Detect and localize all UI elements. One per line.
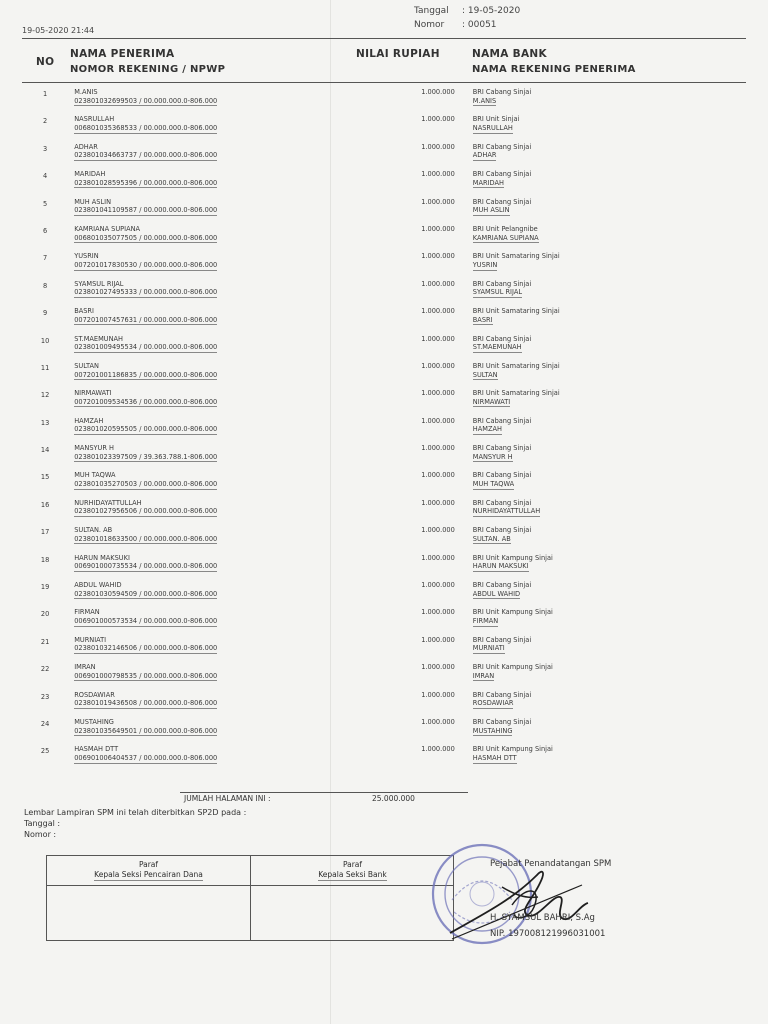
bank-cell [467, 280, 724, 307]
amount-cell: 1.000.000 [421, 471, 455, 480]
bank-name: BRI Unit Samataring Sinjai [472, 389, 560, 398]
bank-name: BRI Unit Samataring Sinjai [472, 307, 560, 316]
recipient-cell [68, 198, 339, 225]
account-holder: ST.MAEMUNAH [472, 343, 522, 352]
row-number: 20 [40, 610, 50, 619]
official-title: Pejabat Penandatangan SPM [490, 859, 612, 869]
recipient-cell [68, 444, 339, 471]
account-holder: MUSTAHING [472, 726, 513, 735]
account-npwp: 023801027495333 / 00.000.000.0-806.000 [74, 288, 218, 297]
col-amount-header: NILAI RUPIAH [356, 48, 440, 60]
nomor-label: Nomor [414, 20, 445, 30]
account-npwp: 023801020595505 / 00.000.000.0-806.000 [74, 425, 218, 434]
account-npwp: 023801028595396 / 00.000.000.0-806.000 [74, 178, 218, 187]
table-row [22, 718, 724, 745]
row-number: 3 [42, 144, 48, 153]
amount-cell: 1.000.000 [421, 717, 455, 726]
account-npwp: 006801035368533 / 00.000.000.0-806.000 [74, 123, 218, 132]
row-number: 9 [42, 309, 48, 318]
recipient-cell [68, 280, 339, 307]
official-name: H. SYAMSUL BAHRI, S.Ag [490, 913, 595, 923]
account-holder: NURHIDAYATTULLAH [472, 507, 541, 516]
kasi-bank-label: Kepala Seksi Bank [318, 870, 387, 879]
recipient-name: MUH TAQWA [74, 471, 116, 480]
initials-left [47, 856, 250, 940]
bank-cell [467, 225, 724, 252]
recipient-name: MUH ASLIN [74, 197, 112, 206]
table-row [22, 280, 724, 307]
table-row [22, 499, 724, 526]
recipient-cell [68, 745, 339, 772]
account-holder: NIRMAWATI [472, 397, 511, 406]
row-number: 19 [40, 583, 50, 592]
recipient-cell [68, 636, 339, 663]
recipient-cell [68, 718, 339, 745]
account-holder: HAMZAH [472, 425, 502, 434]
table-row [22, 691, 724, 718]
account-npwp: 006901006404537 / 00.000.000.0-806.000 [74, 753, 218, 762]
row-number: 12 [40, 391, 50, 400]
initials-box [46, 855, 454, 941]
amount-cell: 1.000.000 [421, 389, 455, 398]
recipient-name: MANSYUR H [74, 444, 114, 453]
kasi-pencairan-label: Kepala Seksi Pencairan Dana [94, 870, 203, 879]
row-number: 24 [40, 719, 50, 728]
amount-cell: 1.000.000 [421, 608, 455, 617]
recipient-cell [68, 170, 339, 197]
recipient-cell [68, 663, 339, 690]
row-number: 5 [42, 199, 48, 208]
table-row [22, 225, 724, 252]
sp2d-tanggal: Tanggal : [24, 819, 61, 828]
row-number: 2 [42, 117, 48, 126]
account-holder: IMRAN [472, 671, 495, 680]
official-signatory [490, 858, 612, 939]
amount-cell: 1.000.000 [421, 361, 455, 370]
row-number: 7 [42, 254, 48, 263]
bank-cell [467, 636, 724, 663]
account-npwp: 023801041109587 / 00.000.000.0-806.000 [74, 206, 218, 215]
recipient-cell [68, 335, 339, 362]
paraf-left-label: Paraf [138, 860, 159, 869]
bank-cell [467, 745, 724, 772]
col-account-header: NOMOR REKENING / NPWP [70, 64, 226, 75]
amount-cell: 1.000.000 [421, 745, 455, 754]
bank-name: BRI Cabang Sinjai [472, 690, 532, 699]
recipient-cell [68, 554, 339, 581]
amount-cell: 1.000.000 [421, 690, 455, 699]
table-row [22, 608, 724, 635]
account-npwp: 023801032699503 / 00.000.000.0-806.000 [74, 96, 218, 105]
row-number: 16 [40, 500, 50, 509]
bank-cell [467, 307, 724, 334]
recipient-name: NASRULLAH [74, 115, 115, 124]
account-holder: ADHAR [472, 151, 497, 160]
table-row [22, 170, 724, 197]
bank-cell [467, 581, 724, 608]
bank-cell [467, 471, 724, 498]
document-meta [414, 4, 520, 32]
row-number: 13 [40, 418, 50, 427]
table-row [22, 115, 724, 142]
recipient-name: ST.MAEMUNAH [74, 334, 123, 343]
recipient-cell [68, 499, 339, 526]
recipient-cell [68, 417, 339, 444]
recipient-name: HARUN MAKSUKI [74, 553, 130, 562]
amount-cell: 1.000.000 [421, 635, 455, 644]
account-npwp: 006901000573534 / 00.000.000.0-806.000 [74, 617, 218, 626]
sp2d-nomor: Nomor : [24, 830, 57, 839]
amount-cell: 1.000.000 [421, 224, 455, 233]
total-value: 25.000.000 [372, 794, 415, 803]
amount-cell: 1.000.000 [421, 88, 455, 96]
paraf-right-label: Paraf [342, 860, 363, 869]
table-row [22, 389, 724, 416]
bank-name: BRI Unit Kampung Sinjai [472, 663, 553, 672]
bank-name: BRI Cabang Sinjai [472, 142, 532, 151]
row-number: 18 [40, 555, 50, 564]
bank-cell [467, 143, 724, 170]
bank-name: BRI Cabang Sinjai [472, 471, 532, 480]
tanggal-label: Tanggal [414, 6, 449, 16]
recipient-cell [68, 471, 339, 498]
bank-name: BRI Unit Samataring Sinjai [472, 252, 560, 261]
recipient-name: IMRAN [74, 663, 96, 672]
recipient-cell [68, 88, 339, 115]
account-npwp: 007201001186835 / 00.000.000.0-806.000 [74, 370, 218, 379]
bank-cell [467, 526, 724, 553]
recipient-cell [68, 389, 339, 416]
account-holder: M.ANIS [472, 96, 497, 105]
account-holder: YUSRIN [472, 260, 498, 269]
bank-cell [467, 417, 724, 444]
account-npwp: 023801035270503 / 00.000.000.0-806.000 [74, 480, 218, 489]
table-row [22, 471, 724, 498]
bank-cell [467, 198, 724, 225]
row-number: 25 [40, 747, 50, 756]
total-rule [180, 792, 468, 793]
recipient-cell [68, 307, 339, 334]
bank-name: BRI Cabang Sinjai [472, 526, 532, 535]
account-holder: HARUN MAKSUKI [472, 562, 529, 571]
table-row [22, 143, 724, 170]
account-holder: KAMRIANA SUPIANA [472, 233, 539, 242]
recipient-name: NIRMAWATI [74, 389, 112, 398]
bank-name: BRI Cabang Sinjai [472, 581, 532, 590]
recipient-name: ROSDAWIAR [74, 690, 115, 699]
recipient-name: SYAMSUL RIJAL [74, 279, 124, 288]
amount-cell: 1.000.000 [421, 252, 455, 261]
row-number: 4 [42, 172, 48, 181]
row-number: 14 [40, 446, 50, 455]
table-row [22, 362, 724, 389]
account-holder: HASMAH DTT [472, 753, 517, 762]
amount-cell: 1.000.000 [421, 416, 455, 425]
table-row [22, 554, 724, 581]
bank-name: BRI Cabang Sinjai [472, 444, 532, 453]
recipient-name: ADHAR [74, 142, 98, 151]
account-holder: SULTAN. AB [472, 534, 511, 543]
table-row [22, 636, 724, 663]
account-npwp: 023801019436508 / 00.000.000.0-806.000 [74, 699, 218, 708]
bank-name: BRI Unit Pelangnibe [472, 224, 538, 233]
account-npwp: 007201007457631 / 00.000.000.0-806.000 [74, 315, 218, 324]
amount-cell: 1.000.000 [421, 197, 455, 206]
account-holder: MUH ASLIN [472, 206, 510, 215]
col-bank-header: NAMA BANK [472, 48, 547, 60]
row-number: 8 [42, 281, 48, 290]
account-npwp: 023801030594509 / 00.000.000.0-806.000 [74, 589, 218, 598]
bank-name: BRI Unit Kampung Sinjai [472, 553, 553, 562]
bank-name: BRI Unit Samataring Sinjai [472, 361, 560, 370]
recipient-name: SULTAN [74, 361, 99, 370]
recipient-name: HAMZAH [74, 416, 104, 425]
row-number: 6 [42, 226, 48, 235]
bank-cell [467, 718, 724, 745]
account-npwp: 023801018633500 / 00.000.000.0-806.000 [74, 534, 218, 543]
row-number: 22 [40, 665, 50, 674]
account-npwp: 007201009534536 / 00.000.000.0-806.000 [74, 397, 218, 406]
table-row [22, 663, 724, 690]
sp2d-note [24, 807, 246, 840]
recipient-cell [68, 143, 339, 170]
account-holder: ROSDAWIAR [472, 699, 514, 708]
account-holder: FIRMAN [472, 617, 499, 626]
account-npwp: 023801034663737 / 00.000.000.0-806.000 [74, 151, 218, 160]
recipient-name: MURNIATI [74, 635, 107, 644]
account-npwp: 007201017830530 / 00.000.000.0-806.000 [74, 260, 218, 269]
bank-name: BRI Cabang Sinjai [472, 170, 532, 179]
account-holder: MUH TAQWA [472, 480, 515, 489]
recipient-name: YUSRIN [74, 252, 99, 261]
recipient-name: SULTAN. AB [74, 526, 113, 535]
recipient-name: MARIDAH [74, 170, 106, 179]
row-number: 17 [40, 528, 50, 537]
amount-cell: 1.000.000 [421, 115, 455, 124]
table-row [22, 444, 724, 471]
bank-name: BRI Cabang Sinjai [472, 88, 532, 96]
bank-name: BRI Unit Kampung Sinjai [472, 745, 553, 754]
amount-cell: 1.000.000 [421, 279, 455, 288]
account-npwp: 006801035077505 / 00.000.000.0-806.000 [74, 233, 218, 242]
account-holder: ABDUL WAHID [472, 589, 521, 598]
account-holder: SYAMSUL RIJAL [472, 288, 523, 297]
initials-right [250, 856, 454, 940]
row-number: 11 [40, 363, 50, 372]
header-rule-top [22, 38, 746, 39]
amount-cell: 1.000.000 [421, 142, 455, 151]
tanggal-value: : 19-05-2020 [462, 6, 521, 16]
bank-name: BRI Cabang Sinjai [472, 334, 532, 343]
amount-cell: 1.000.000 [421, 170, 455, 179]
account-npwp: 023801035649501 / 00.000.000.0-806.000 [74, 726, 218, 735]
bank-name: BRI Unit Sinjai [472, 115, 520, 124]
recipient-name: HASMAH DTT [74, 745, 119, 754]
recipient-name: FIRMAN [74, 608, 100, 617]
recipient-name: BASRI [74, 307, 94, 316]
bank-name: BRI Cabang Sinjai [472, 498, 532, 507]
recipient-cell [68, 252, 339, 279]
recipient-cell [68, 115, 339, 142]
official-nip: NIP. 197008121996031001 [490, 929, 606, 939]
bank-name: BRI Cabang Sinjai [472, 717, 532, 726]
recipient-name: KAMRIANA SUPIANA [74, 224, 141, 233]
account-npwp: 023801027956506 / 00.000.000.0-806.000 [74, 507, 218, 516]
bank-cell [467, 499, 724, 526]
bank-cell [467, 608, 724, 635]
amount-cell: 1.000.000 [421, 581, 455, 590]
recipient-cell [68, 225, 339, 252]
bank-name: BRI Cabang Sinjai [472, 279, 532, 288]
account-holder: NASRULLAH [472, 123, 513, 132]
row-number: 23 [40, 692, 50, 701]
recipient-cell [68, 362, 339, 389]
account-npwp: 006901000735534 / 00.000.000.0-806.000 [74, 562, 218, 571]
total-label: JUMLAH HALAMAN INI : [184, 794, 271, 803]
row-number: 21 [40, 637, 50, 646]
recipient-name: M.ANIS [74, 88, 98, 96]
bank-cell [467, 252, 724, 279]
account-npwp: 006901000798535 / 00.000.000.0-806.000 [74, 671, 218, 680]
recipient-name: NURHIDAYATTULLAH [74, 498, 142, 507]
bank-cell [467, 691, 724, 718]
bank-cell [467, 170, 724, 197]
amount-cell: 1.000.000 [421, 498, 455, 507]
account-holder: SULTAN [472, 370, 498, 379]
print-timestamp: 19-05-2020 21:44 [22, 26, 95, 35]
amount-cell: 1.000.000 [421, 526, 455, 535]
bank-cell [467, 335, 724, 362]
recipient-cell [68, 608, 339, 635]
row-number: 10 [40, 336, 50, 345]
table-row [22, 417, 724, 444]
bank-name: BRI Cabang Sinjai [472, 635, 532, 644]
col-holder-header: NAMA REKENING PENERIMA [472, 64, 636, 75]
account-npwp: 023801009495534 / 00.000.000.0-806.000 [74, 343, 218, 352]
account-npwp: 023801023397509 / 39.363.788.1-806.000 [74, 452, 218, 461]
account-holder: BASRI [472, 315, 493, 324]
table-row [22, 526, 724, 553]
account-holder: MURNIATI [472, 644, 505, 653]
account-holder: MANSYUR H [472, 452, 513, 461]
amount-cell: 1.000.000 [421, 553, 455, 562]
table-row [22, 581, 724, 608]
bank-cell [467, 389, 724, 416]
bank-cell [467, 115, 724, 142]
bank-cell [467, 362, 724, 389]
table-row [22, 335, 724, 362]
bank-cell [467, 88, 724, 115]
row-number: 1 [42, 90, 48, 98]
amount-cell: 1.000.000 [421, 307, 455, 316]
amount-cell: 1.000.000 [421, 663, 455, 672]
recipient-cell [68, 526, 339, 553]
bank-cell [467, 554, 724, 581]
recipient-table [22, 88, 724, 773]
bank-cell [467, 663, 724, 690]
header-rule-bottom [22, 82, 746, 83]
amount-cell: 1.000.000 [421, 444, 455, 453]
bank-name: BRI Cabang Sinjai [472, 416, 532, 425]
recipient-name: MUSTAHING [74, 717, 114, 726]
col-name-header: NAMA PENERIMA [70, 48, 175, 60]
table-row [22, 252, 724, 279]
recipient-cell [68, 581, 339, 608]
col-no-header: NO [36, 56, 55, 68]
table-row [22, 198, 724, 225]
bank-cell [467, 444, 724, 471]
row-number: 15 [40, 473, 50, 482]
bank-name: BRI Cabang Sinjai [472, 197, 532, 206]
sp2d-note-text: Lembar Lampiran SPM ini telah diterbitkan SP2D pada : [24, 808, 247, 817]
nomor-value: : 00051 [462, 20, 497, 30]
table-row [22, 307, 724, 334]
bank-name: BRI Unit Kampung Sinjai [472, 608, 553, 617]
table-row [22, 88, 724, 115]
account-holder: MARIDAH [472, 178, 504, 187]
recipient-cell [68, 691, 339, 718]
amount-cell: 1.000.000 [421, 334, 455, 343]
recipient-name: ABDUL WAHID [74, 581, 122, 590]
account-npwp: 023801032146506 / 00.000.000.0-806.000 [74, 644, 218, 653]
table-row [22, 745, 724, 772]
